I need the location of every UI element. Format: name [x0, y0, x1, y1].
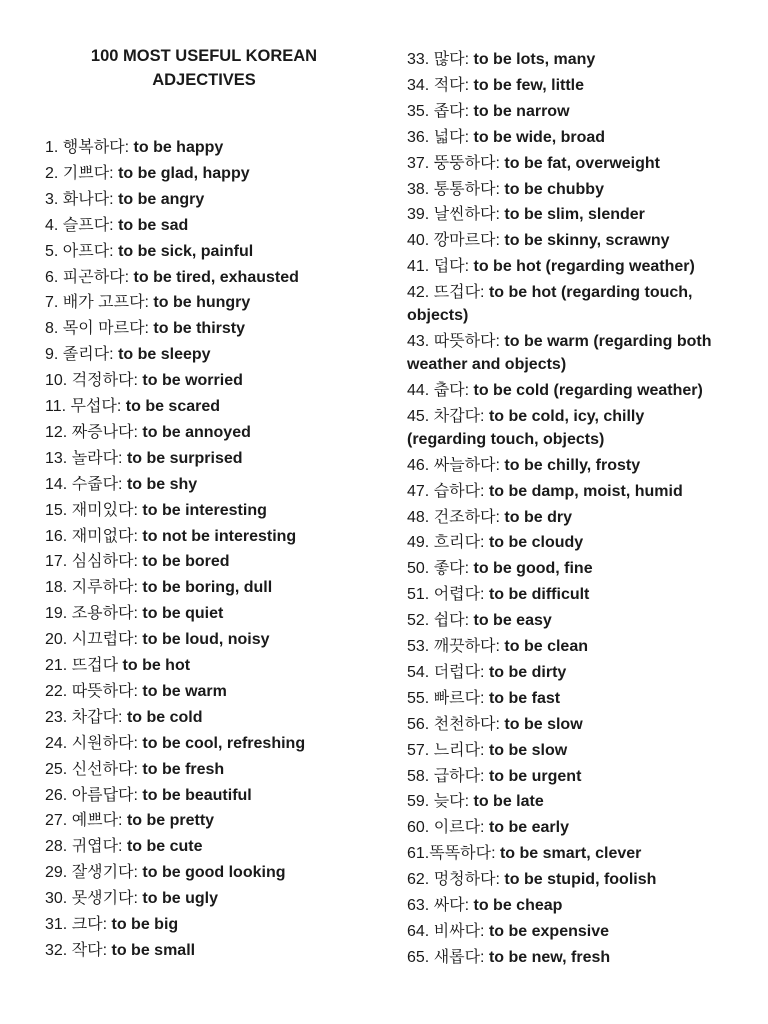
english-meaning: to be quiet — [142, 605, 224, 623]
item-number: 25. — [45, 760, 72, 778]
list-item — [407, 126, 725, 149]
list-item — [407, 330, 725, 376]
item-number: 14. — [45, 475, 72, 493]
list-item — [45, 499, 365, 522]
english-meaning: to be chilly, frosty — [504, 456, 641, 474]
list-item — [45, 628, 365, 651]
korean-word: 늦다: — [433, 793, 474, 811]
item-number: 45. — [407, 407, 434, 425]
english-meaning: to be difficult — [488, 586, 590, 604]
item-number: 49. — [407, 534, 434, 552]
korean-word: 싸늘하다: — [433, 456, 505, 474]
list-item — [407, 506, 725, 529]
item-number: 23. — [45, 708, 72, 726]
english-meaning: to be damp, moist, humid — [488, 482, 683, 500]
item-number: 6. — [45, 268, 63, 286]
english-meaning: to be hot (regarding weather) — [473, 258, 695, 276]
korean-word: 깡마르다: — [433, 232, 505, 250]
list-item — [45, 395, 365, 418]
english-meaning: to be lots, many — [473, 51, 596, 68]
korean-word: 많다: — [433, 51, 474, 68]
english-meaning: to be clean — [504, 638, 588, 655]
list-item — [407, 255, 725, 278]
english-meaning: to be ugly — [142, 890, 218, 908]
page-title — [45, 44, 363, 92]
item-number: 12. — [45, 423, 72, 441]
english-meaning: to be interesting — [142, 501, 267, 519]
list-item — [45, 421, 365, 444]
english-meaning: to be hot (regarding touch, objects) — [407, 284, 693, 325]
english-meaning: to be fast — [488, 689, 561, 707]
english-meaning: to be narrow — [473, 102, 570, 120]
item-number: 5. — [45, 242, 63, 260]
korean-word: 따뜻하다: — [433, 333, 505, 350]
item-number: 16. — [45, 527, 72, 545]
item-number: 48. — [407, 508, 434, 526]
item-number: 47. — [407, 482, 434, 500]
english-meaning: to be happy — [133, 139, 224, 156]
english-meaning: to be annoyed — [142, 423, 251, 441]
english-meaning: to be pretty — [126, 812, 215, 830]
list-item — [45, 887, 365, 910]
list-item — [45, 525, 365, 548]
english-meaning: to be slow — [504, 715, 583, 733]
korean-word: 짜증나다: — [71, 423, 143, 441]
english-meaning: to be expensive — [488, 922, 609, 940]
korean-word: 차갑다: — [433, 407, 489, 425]
korean-word: 크다: — [71, 916, 112, 933]
list-item — [407, 739, 725, 762]
item-number: 52. — [407, 612, 434, 630]
korean-word: 천천하다: — [433, 715, 505, 733]
list-item — [45, 913, 365, 936]
english-meaning: to be cloudy — [488, 534, 584, 552]
english-meaning: to be angry — [118, 190, 205, 208]
english-meaning: to be easy — [473, 612, 552, 630]
english-meaning: to be urgent — [488, 767, 582, 785]
item-number: 36. — [407, 128, 434, 146]
item-number: 28. — [45, 838, 72, 856]
list-item — [45, 291, 365, 314]
english-meaning: to be beautiful — [142, 786, 252, 804]
english-meaning: to be late — [473, 793, 544, 811]
list-item — [407, 687, 725, 710]
korean-word: 뚱뚱하다: — [433, 154, 505, 172]
korean-word: 춥다: — [433, 381, 474, 399]
english-meaning: to be dry — [504, 508, 572, 526]
english-meaning: to be boring, dull — [142, 579, 273, 597]
korean-word: 이르다: — [433, 819, 489, 837]
korean-word: 좋다: — [433, 560, 474, 578]
english-meaning: to be hungry — [153, 294, 251, 312]
title-line-1: 100 MOST USEFUL KOREAN — [90, 47, 318, 65]
korean-word: 피곤하다: — [62, 268, 134, 286]
list-item — [45, 602, 365, 625]
korean-word: 넓다: — [433, 128, 474, 146]
list-item — [407, 894, 725, 917]
korean-word: 잘생기다: — [71, 864, 143, 882]
english-meaning: to be warm (regarding both weather and objects) — [407, 333, 712, 373]
english-meaning: to be early — [488, 819, 569, 837]
list-item — [45, 550, 365, 573]
korean-word: 똑똑하다: — [429, 845, 500, 863]
korean-word: 습하다: — [433, 482, 489, 500]
item-number: 46. — [407, 456, 434, 474]
item-number: 55. — [407, 689, 434, 707]
korean-word: 느리다: — [433, 741, 489, 759]
english-meaning: to be cute — [126, 838, 203, 856]
english-meaning: to be warm — [142, 682, 227, 700]
korean-word: 흐리다: — [433, 534, 489, 552]
english-meaning: to be good, fine — [473, 560, 593, 578]
list-item — [45, 680, 365, 703]
item-number: 19. — [45, 605, 72, 623]
item-number: 3. — [45, 190, 63, 208]
item-number: 33. — [407, 51, 434, 68]
korean-word: 재미없다: — [71, 527, 143, 545]
list-item — [45, 654, 365, 677]
korean-word: 뜨겁다 — [71, 657, 123, 674]
english-meaning: to be bored — [142, 553, 230, 571]
english-meaning: to be worried — [142, 372, 243, 390]
english-meaning: to be scared — [125, 398, 221, 415]
item-number: 44. — [407, 381, 434, 399]
korean-word: 깨끗하다: — [433, 638, 505, 655]
list-item — [407, 583, 725, 606]
korean-word: 신선하다: — [71, 760, 143, 778]
list-item — [45, 266, 365, 289]
item-number: 20. — [45, 631, 72, 649]
list-item — [45, 835, 365, 858]
item-number: 4. — [45, 216, 63, 234]
list-item — [45, 162, 365, 185]
english-meaning: to be big — [111, 916, 179, 933]
english-meaning: to be skinny, scrawny — [504, 232, 670, 250]
list-item — [407, 609, 725, 632]
item-number: 37. — [407, 154, 434, 172]
item-number: 43. — [407, 333, 434, 350]
list-item — [407, 100, 725, 123]
list-item — [45, 317, 365, 340]
item-number: 30. — [45, 890, 72, 908]
english-meaning: to be wide, broad — [473, 128, 606, 146]
korean-word: 무섭다: — [70, 398, 126, 415]
item-number: 62. — [407, 871, 434, 889]
item-number: 15. — [45, 501, 72, 519]
korean-word: 급하다: — [433, 767, 489, 785]
korean-word: 조용하다: — [71, 605, 143, 623]
list-item — [407, 557, 725, 580]
item-number: 61. — [407, 845, 430, 863]
korean-word: 새롭다: — [433, 948, 489, 966]
list-item — [407, 531, 725, 554]
item-number: 63. — [407, 897, 434, 914]
item-number: 18. — [45, 579, 72, 597]
item-number: 11. — [45, 398, 71, 415]
english-meaning: to be loud, noisy — [142, 631, 270, 649]
english-meaning: to be dirty — [488, 663, 567, 681]
item-number: 59. — [407, 793, 434, 811]
item-number: 39. — [407, 206, 434, 224]
list-item — [407, 74, 725, 97]
english-meaning: to be thirsty — [153, 320, 245, 338]
korean-word: 어렵다: — [433, 586, 489, 604]
item-number: 13. — [45, 449, 72, 467]
korean-word: 수줍다: — [71, 475, 127, 493]
english-meaning: to be sick, painful — [118, 242, 254, 260]
list-item — [45, 240, 365, 263]
list-item — [407, 842, 725, 865]
list-item — [45, 136, 365, 159]
english-meaning: to be fat, overweight — [504, 154, 660, 172]
english-meaning: to be new, fresh — [488, 948, 611, 966]
title-line-2: ADJECTIVES — [152, 71, 256, 89]
item-number: 24. — [45, 734, 72, 752]
item-number: 8. — [45, 320, 63, 338]
item-number: 50. — [407, 560, 434, 578]
korean-word: 뜨겁다: — [433, 284, 489, 302]
list-item — [45, 447, 365, 470]
korean-word: 놀라다: — [71, 449, 127, 467]
english-meaning: to be slow — [488, 741, 568, 759]
item-number: 1. — [45, 139, 63, 156]
english-meaning: to be cheap — [473, 897, 563, 914]
list-item — [45, 732, 365, 755]
korean-word: 심심하다: — [71, 553, 143, 571]
item-number: 41. — [407, 258, 434, 276]
item-number: 21. — [45, 657, 72, 674]
item-number: 32. — [45, 941, 72, 959]
list-item — [45, 809, 365, 832]
korean-word: 빠르다: — [433, 689, 489, 707]
list-item — [45, 214, 365, 237]
list-item — [407, 454, 725, 477]
list-item — [407, 379, 725, 402]
list-item — [407, 480, 725, 503]
item-number: 17. — [45, 553, 72, 571]
list-item — [407, 790, 725, 813]
english-meaning: to be smart, clever — [499, 845, 642, 863]
korean-word: 배가 고프다: — [62, 294, 154, 312]
list-item — [45, 758, 365, 781]
english-meaning: to be cold (regarding weather) — [473, 381, 703, 399]
item-number: 29. — [45, 864, 72, 882]
korean-word: 적다: — [433, 76, 474, 94]
korean-word: 화나다: — [62, 190, 119, 208]
item-number: 64. — [407, 922, 434, 940]
list-item — [407, 203, 725, 226]
english-meaning: to be surprised — [126, 449, 243, 467]
list-item — [407, 178, 725, 201]
item-number: 65. — [407, 948, 434, 966]
korean-word: 행복하다: — [62, 139, 134, 156]
list-item — [407, 868, 725, 891]
list-item — [45, 188, 365, 211]
korean-word: 쉽다: — [433, 612, 474, 630]
item-number: 27. — [45, 812, 72, 830]
item-number: 22. — [45, 682, 72, 700]
korean-word: 작다: — [71, 941, 112, 959]
korean-word: 걱정하다: — [71, 372, 143, 390]
list-item — [407, 946, 725, 969]
english-meaning: to be hot — [122, 657, 191, 674]
item-number: 60. — [407, 819, 434, 837]
english-meaning: to be sad — [118, 216, 189, 234]
item-number: 54. — [407, 663, 434, 681]
list-item — [407, 635, 725, 658]
korean-word: 아프다: — [62, 242, 119, 260]
korean-word: 재미있다: — [71, 501, 143, 519]
item-number: 56. — [407, 715, 434, 733]
korean-word: 귀엽다: — [71, 838, 127, 856]
english-meaning: to be fresh — [142, 760, 225, 778]
item-number: 35. — [407, 102, 434, 120]
english-meaning: to be slim, slender — [504, 206, 645, 224]
list-item — [407, 152, 725, 175]
item-number: 57. — [407, 741, 434, 759]
list-item — [407, 405, 725, 451]
english-meaning: to be sleepy — [118, 346, 211, 364]
item-number: 31. — [45, 916, 72, 933]
korean-word: 기쁘다: — [62, 164, 119, 182]
list-item — [407, 713, 725, 736]
list-item — [407, 661, 725, 684]
item-number: 10. — [45, 372, 72, 390]
item-number: 40. — [407, 232, 434, 250]
english-meaning: to be cold, icy, chilly (regarding touch, objects) — [407, 407, 645, 448]
list-item — [407, 281, 725, 327]
korean-word: 날씬하다: — [433, 206, 505, 224]
list-item — [407, 765, 725, 788]
korean-word: 더럽다: — [433, 663, 489, 681]
korean-word: 못생기다: — [71, 890, 143, 908]
item-number: 34. — [407, 76, 434, 94]
korean-word: 졸리다: — [62, 346, 119, 364]
english-meaning: to be stupid, foolish — [504, 871, 657, 889]
list-item — [45, 784, 365, 807]
korean-word: 싸다: — [433, 897, 474, 914]
korean-word: 목이 마르다: — [62, 320, 154, 338]
list-item — [407, 816, 725, 839]
korean-word: 따뜻하다: — [71, 682, 143, 700]
item-number: 2. — [45, 164, 63, 182]
item-number: 51. — [407, 586, 434, 604]
english-meaning: to not be interesting — [142, 527, 297, 545]
item-number: 38. — [407, 180, 434, 198]
english-meaning: to be cold — [126, 708, 203, 726]
list-item — [45, 576, 365, 599]
item-number: 7. — [45, 294, 63, 312]
korean-word: 차갑다: — [71, 708, 127, 726]
english-meaning: to be cool, refreshing — [142, 734, 306, 752]
korean-word: 비싸다: — [433, 922, 489, 940]
list-item — [45, 343, 365, 366]
list-item — [407, 48, 725, 71]
korean-word: 건조하다: — [433, 508, 505, 526]
english-meaning: to be few, little — [473, 76, 585, 94]
korean-word: 멍청하다: — [433, 871, 505, 889]
english-meaning: to be tired, exhausted — [133, 268, 299, 286]
korean-word: 좁다: — [433, 102, 474, 120]
list-item — [45, 706, 365, 729]
item-number: 26. — [45, 786, 72, 804]
korean-word: 지루하다: — [71, 579, 143, 597]
item-number: 42. — [407, 284, 434, 302]
english-meaning: to be glad, happy — [118, 164, 250, 182]
korean-word: 슬프다: — [62, 216, 119, 234]
list-item — [407, 920, 725, 943]
list-item — [407, 229, 725, 252]
korean-word: 예쁘다: — [71, 812, 127, 830]
item-number: 9. — [45, 346, 63, 364]
korean-word: 통통하다: — [433, 180, 505, 198]
item-number: 53. — [407, 638, 434, 655]
english-meaning: to be small — [111, 941, 196, 959]
item-number: 58. — [407, 767, 434, 785]
korean-word: 덥다: — [433, 258, 474, 276]
korean-word: 시원하다: — [71, 734, 143, 752]
list-item — [45, 861, 365, 884]
english-meaning: to be shy — [126, 475, 198, 493]
english-meaning: to be chubby — [504, 180, 604, 198]
list-item — [45, 939, 365, 962]
english-meaning: to be good looking — [142, 864, 286, 882]
korean-word: 아름답다: — [71, 786, 143, 804]
list-item — [45, 369, 365, 392]
list-item — [45, 473, 365, 496]
korean-word: 시끄럽다: — [71, 631, 143, 649]
